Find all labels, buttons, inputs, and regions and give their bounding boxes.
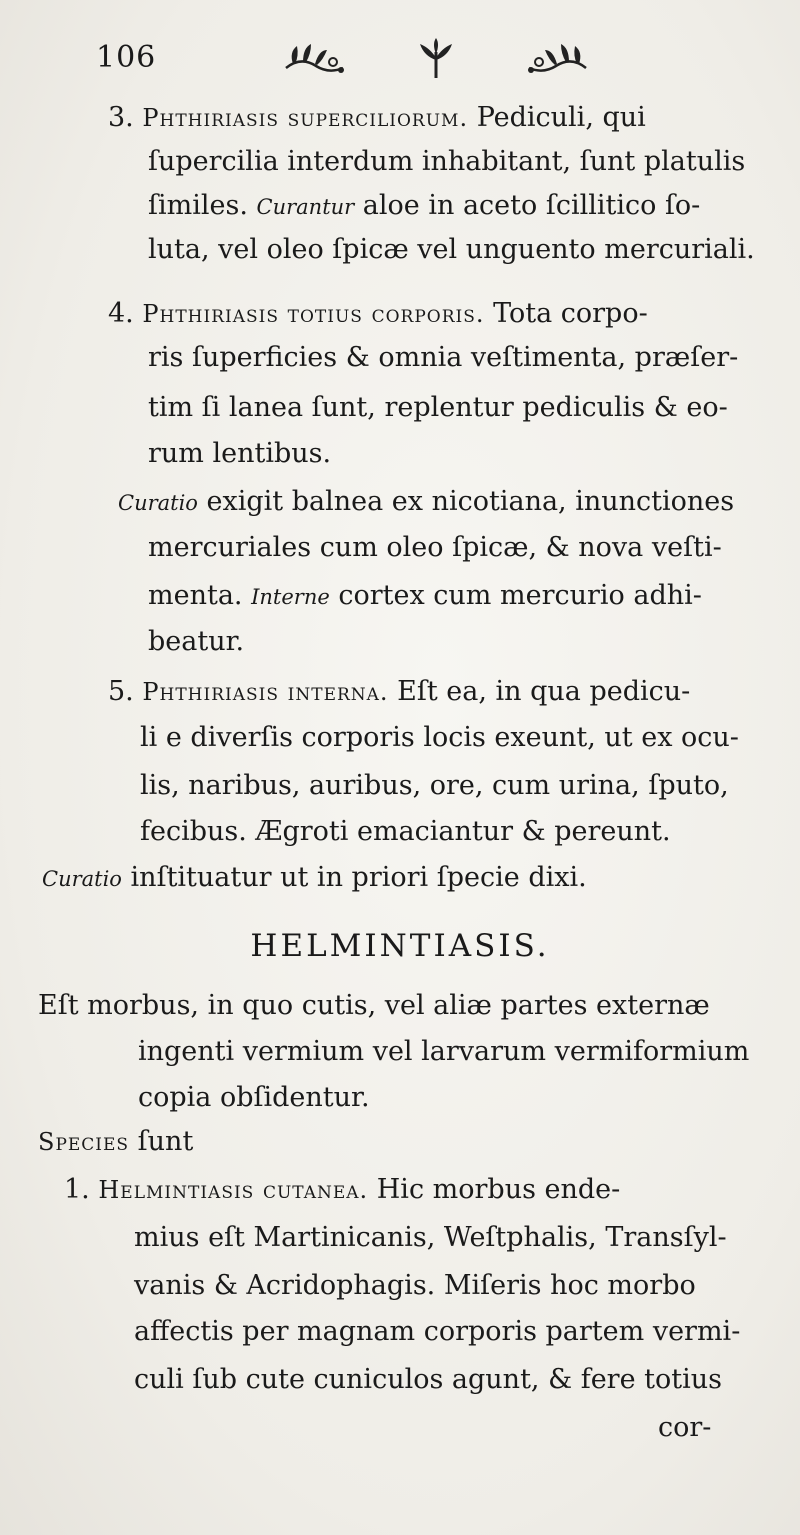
text-line: li e diverſis corporis locis exeunt, ut ex ocu- xyxy=(140,722,739,753)
floral-ornament-center-icon xyxy=(416,38,456,82)
page-header xyxy=(96,38,736,88)
entry-number: 3. xyxy=(108,102,134,133)
text-line: tim ſi lanea ſunt, replentur pediculis & eo- xyxy=(148,392,728,423)
text-line: ſimiles. Curantur aloe in aceto ſcillitico ſo- xyxy=(148,190,701,221)
text-line: mius eſt Martinicanis, Weſtphalis, Transſyl- xyxy=(134,1222,727,1253)
italic-word: Curantur xyxy=(256,195,355,219)
section-title: HELMINTIASIS. xyxy=(250,928,550,964)
floral-ornament-right-icon xyxy=(521,38,591,82)
text-line: culi ſub cute cuniculos agunt, & fere totius xyxy=(134,1364,722,1395)
text-line: luta, vel oleo ſpicæ vel unguento mercuriali. xyxy=(148,234,755,265)
species-1-heading-line xyxy=(64,1170,620,1210)
text-line: ſupercilia interdum inhabitant, ſunt platulis xyxy=(148,146,746,177)
text-line: Eſt morbus, in quo cutis, vel aliæ partes externæ xyxy=(38,990,710,1021)
interne-label: Interne xyxy=(251,585,330,609)
entry-name: Phthiriasis superciliorum. xyxy=(142,104,469,132)
entry-name: Helmintiasis cutanea. xyxy=(98,1176,369,1204)
text-line: menta. Interne cortex cum mercurio adhi- xyxy=(148,580,702,611)
entry-number: 4. xyxy=(108,298,134,329)
curatio-line: Curatio inſtituatur ut in priori ſpecie dixi. xyxy=(42,862,587,893)
catchword: cor- xyxy=(658,1412,712,1443)
entry-number: 1. xyxy=(64,1174,90,1205)
text-line: ris ſuperficies & omnia veſtimenta, præſer- xyxy=(148,342,739,373)
entry-4-heading-line xyxy=(108,294,648,334)
text-line: lis, naribus, auribus, ore, cum urina, ſputo, xyxy=(140,770,729,801)
text-line: affectis per magnam corporis partem vermi- xyxy=(134,1316,741,1347)
entry-5-heading-line xyxy=(108,672,690,712)
entry-name: Phthiriasis interna. xyxy=(142,678,389,706)
text-line: mercuriales cum oleo ſpicæ, & nova veſti- xyxy=(148,532,722,563)
text-line: fecibus. Ægroti emaciantur & pereunt. xyxy=(140,816,671,847)
curatio-label: Curatio xyxy=(118,491,198,515)
entry-number: 5. xyxy=(108,676,134,707)
entry-text: Eſt ea, in qua pedicu- xyxy=(397,676,691,707)
text-line: beatur. xyxy=(148,626,245,657)
curatio-line: Curatio exigit balnea ex nicotiana, inunctiones xyxy=(118,486,735,517)
curatio-label: Curatio xyxy=(42,867,122,891)
species-line: Species ſunt xyxy=(38,1126,194,1157)
entry-name: Phthiriasis totius corporis. xyxy=(142,300,485,328)
text-line: copia obſidentur. xyxy=(138,1082,370,1113)
entry-text: Hic morbus ende- xyxy=(376,1174,621,1205)
entry-3-heading-line xyxy=(108,98,646,138)
entry-text: Tota corpo- xyxy=(493,298,648,329)
species-label: Species xyxy=(38,1128,130,1156)
floral-ornament-left-icon xyxy=(281,38,351,82)
entry-text: Pediculi, qui xyxy=(476,102,646,133)
page-number: 106 xyxy=(96,40,157,75)
text-line: ingenti vermium vel larvarum vermiformium xyxy=(138,1036,750,1067)
text-line: vanis & Acridophagis. Miſeris hoc morbo xyxy=(134,1270,696,1301)
text-line: rum lentibus. xyxy=(148,438,332,469)
